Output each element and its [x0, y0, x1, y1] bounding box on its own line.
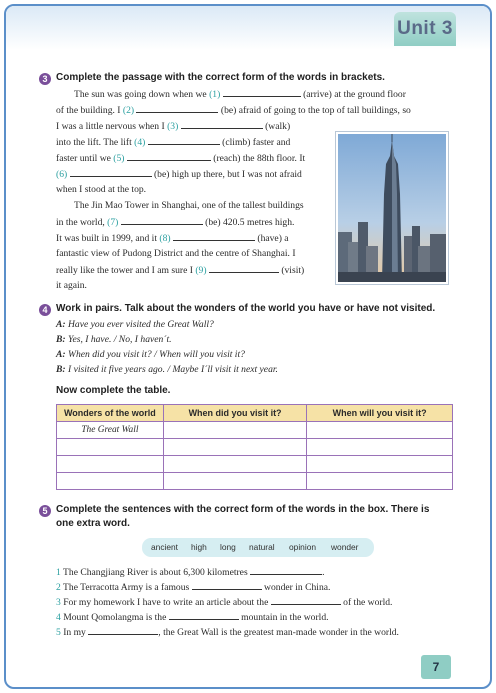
answer-blank-2[interactable] — [136, 104, 218, 113]
section-3-title: Complete the passage with the correct form of the words in brackets. — [56, 72, 385, 83]
table-header-did-visit: When did you visit it? — [163, 405, 307, 422]
section-5-title-line-2: one extra word. — [56, 518, 130, 529]
section-4-title: Work in pairs. Talk about the wonders of the world you have or have not visited. — [56, 303, 436, 314]
table-header-will-visit: When will you visit it? — [307, 405, 453, 422]
table-header-wonders: Wonders of the world — [57, 405, 164, 422]
table-instruction: Now complete the table. — [56, 385, 171, 396]
page-number: 7 — [432, 660, 440, 674]
page-number-tab — [421, 655, 451, 679]
dialog-line-2: B: Yes, I have. / No, I haven´t. — [56, 334, 172, 345]
sentence-blank-5[interactable] — [88, 626, 158, 635]
sentence-3: 3 For my homework I have to write an article about the of the world. — [56, 597, 393, 608]
unit-tab — [394, 12, 456, 46]
table-cell[interactable] — [163, 439, 307, 456]
passage-line-1: The sun was going down when we (1) (arrive) at the ground floor — [74, 89, 406, 100]
passage-line-10: It was built in 1999, and it (8) (have) a — [56, 233, 289, 244]
passage-line-2: of the building. I (2) (be) afraid of going to the top of tall buildings, so — [56, 105, 411, 116]
section-5-badge: 5 — [39, 505, 51, 517]
passage-line-9: in the world, (7) (be) 420.5 metres high. — [56, 217, 295, 228]
passage-line-11: fantastic view of Pudong District and the centre of Shanghai. I — [56, 248, 296, 259]
sentence-blank-4[interactable] — [169, 611, 239, 620]
table-cell[interactable] — [57, 473, 164, 490]
table-cell: The Great Wall — [57, 422, 164, 439]
answer-blank-1[interactable] — [223, 88, 301, 97]
section-3-badge: 3 — [39, 73, 51, 85]
sentence-blank-3[interactable] — [271, 596, 341, 605]
passage-line-13: it again. — [56, 280, 87, 291]
answer-blank-9[interactable] — [209, 264, 279, 273]
table-row — [57, 456, 453, 473]
sentence-1: 1 The Changjiang River is about 6,300 kilometres . — [56, 567, 325, 578]
unit-label: Unit 3 — [397, 18, 453, 39]
word-natural: natural — [249, 542, 275, 552]
dialog-line-3: A: When did you visit it? / When will you visit it? — [56, 349, 245, 360]
table-row — [57, 439, 453, 456]
answer-blank-4[interactable] — [148, 136, 220, 145]
passage-line-8: The Jin Mao Tower in Shanghai, one of the tallest buildings — [74, 200, 304, 211]
table-cell[interactable] — [307, 456, 453, 473]
word-high: high — [191, 542, 207, 552]
passage-line-7: when I stood at the top. — [56, 184, 147, 195]
sentence-2: 2 The Terracotta Army is a famous wonder in China. — [56, 582, 331, 593]
section-5-title-line-1: Complete the sentences with the correct form of the words in the box. There is — [56, 504, 430, 515]
sentence-5: 5 In my , the Great Wall is the greatest man-made wonder in the world. — [56, 627, 399, 638]
dialog-line-4: B: I visited it five years ago. / Maybe I´ll visit it next year. — [56, 364, 278, 375]
word-box — [142, 538, 374, 557]
jin-mao-tower-photo — [336, 132, 448, 284]
sentence-blank-1[interactable] — [250, 566, 322, 575]
section-4-badge: 4 — [39, 304, 51, 316]
passage-line-3: I was a little nervous when I (3) (walk) — [56, 121, 291, 132]
sentence-blank-2[interactable] — [192, 581, 262, 590]
table-cell[interactable] — [57, 439, 164, 456]
word-ancient: ancient — [151, 542, 179, 552]
table-cell[interactable] — [307, 439, 453, 456]
answer-blank-5[interactable] — [127, 152, 211, 161]
word-opinion: opinion — [289, 542, 317, 552]
word-long: long — [220, 542, 236, 552]
table-row — [57, 422, 453, 439]
table-row — [57, 473, 453, 490]
passage-line-6: (6) (be) high up there, but I was not afraid — [56, 169, 302, 180]
table-cell[interactable] — [163, 473, 307, 490]
dialog-line-1: A: Have you ever visited the Great Wall? — [56, 319, 214, 330]
answer-blank-6[interactable] — [70, 168, 152, 177]
table-cell[interactable] — [163, 456, 307, 473]
passage-line-4: into the lift. The lift (4) (climb) faster and — [56, 137, 291, 148]
table-cell[interactable] — [163, 422, 307, 439]
table-cell[interactable] — [307, 422, 453, 439]
word-wonder: wonder — [331, 542, 359, 552]
wonders-table — [56, 404, 453, 490]
table-cell[interactable] — [307, 473, 453, 490]
answer-blank-3[interactable] — [181, 120, 263, 129]
answer-blank-8[interactable] — [173, 232, 255, 241]
answer-blank-7[interactable] — [121, 216, 203, 225]
sentence-4: 4 Mount Qomolangma is the mountain in the world. — [56, 612, 329, 623]
table-cell[interactable] — [57, 456, 164, 473]
passage-line-5: faster until we (5) (reach) the 88th floor. It — [56, 153, 306, 164]
passage-line-12: really like the tower and I am sure I (9) (visit) — [56, 265, 305, 276]
